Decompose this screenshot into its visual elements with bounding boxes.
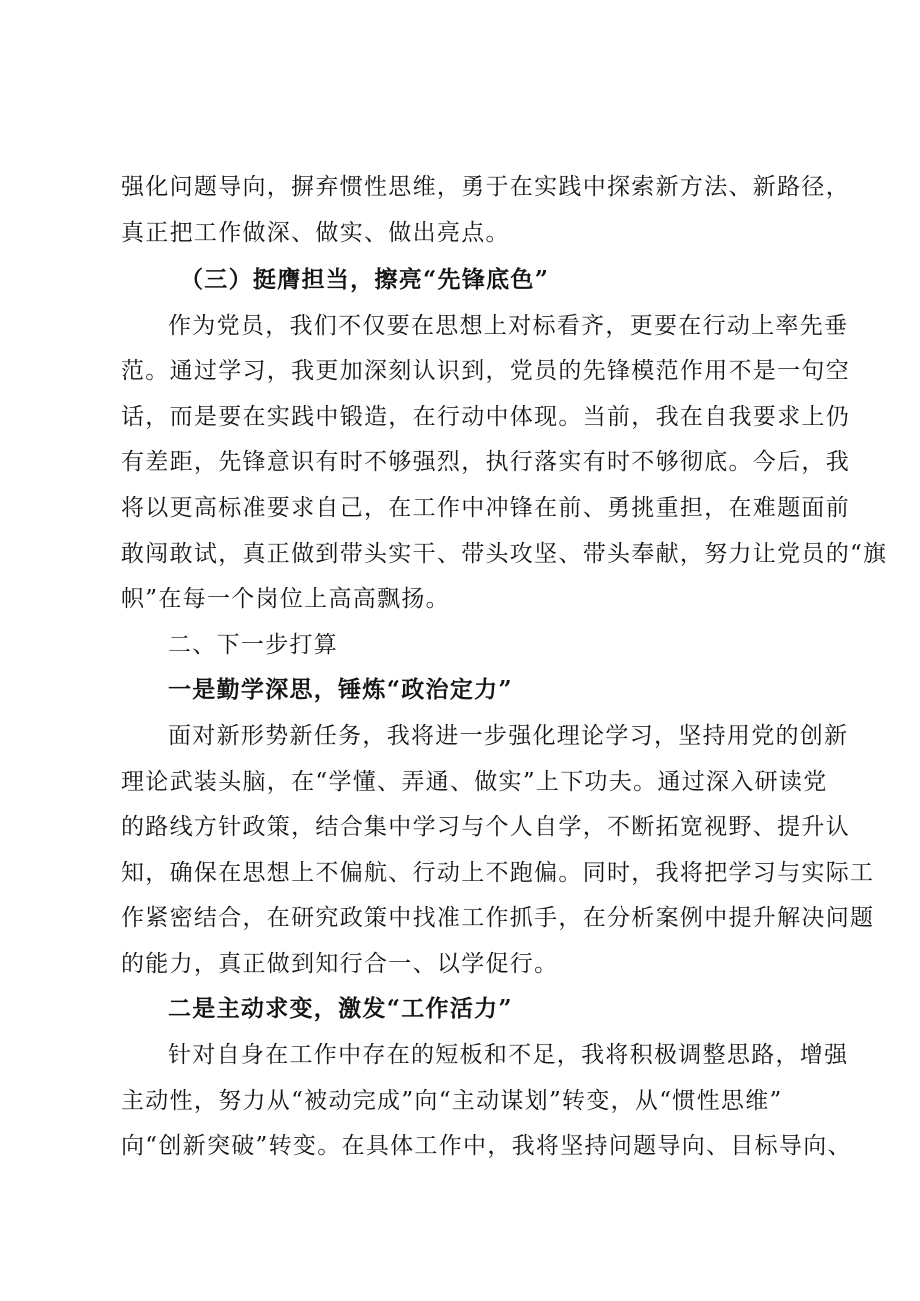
paragraph-line: 主动性，努力从“被动完成”向“主动谋划”转变，从“惯性思维” — [121, 1088, 783, 1114]
paragraph-line: 作为党员，我们不仅要在思想上对标看齐，更要在行动上率先垂 — [168, 313, 849, 339]
paragraph-line: 将以更高标准要求自己，在工作中冲锋在前、勇挑重担，在难题面前 — [121, 495, 850, 521]
paragraph-line: 的路线方针政策，结合集中学习与个人自学，不断拓宽视野、提升认 — [121, 814, 850, 840]
paragraph-line: 话，而是要在实践中锻造，在行动中体现。当前，我在自我要求上仍 — [121, 404, 850, 430]
paragraph-line: 理论武装头脑，在“学懂、弄通、做实”上下功夫。通过深入研读党 — [121, 769, 828, 795]
paragraph-line: 面对新形势新任务，我将进一步强化理论学习，坚持用党的创新 — [168, 723, 849, 749]
paragraph-line: 向“创新突破”转变。在具体工作中，我将坚持问题导向、目标导向、 — [121, 1133, 852, 1159]
paragraph-line: 敢闯敢试，真正做到带头实干、带头攻坚、带头奉献，努力让党员的“旗 — [121, 541, 888, 567]
paragraph-line: 针对自身在工作中存在的短板和不足，我将积极调整思路，增强 — [168, 1042, 849, 1068]
paragraph-line: 作紧密结合，在研究政策中找准工作抓手，在分析案例中提升解决问题 — [121, 905, 875, 931]
section-heading: （三）挺膺担当，擦亮“先锋底色” — [180, 266, 550, 293]
paragraph-line: 范。通过学习，我更加深刻认识到，党员的先锋模范作用不是一句空 — [121, 358, 850, 384]
section-heading: 二、下一步打算 — [168, 632, 339, 658]
section-heading: 二是主动求变，激发“工作活力” — [168, 995, 513, 1022]
paragraph-line: 真正把工作做深、做实、做出亮点。 — [121, 220, 510, 246]
paragraph-line: 强化问题导向，摒弃惯性思维，勇于在实践中探索新方法、新路径， — [121, 174, 850, 200]
section-heading: 一是勤学深思，锤炼“政治定力” — [168, 676, 513, 703]
paragraph-line: 帜”在每一个岗位上高高飘扬。 — [121, 586, 450, 612]
paragraph-line: 有差距，先锋意识有时不够强烈，执行落实有时不够彻底。今后，我 — [121, 449, 850, 475]
paragraph-line: 知，确保在思想上不偏航、行动上不跑偏。同时，我将把学习与实际工 — [121, 860, 875, 886]
paragraph-line: 的能力，真正做到知行合一、以学促行。 — [121, 951, 559, 977]
